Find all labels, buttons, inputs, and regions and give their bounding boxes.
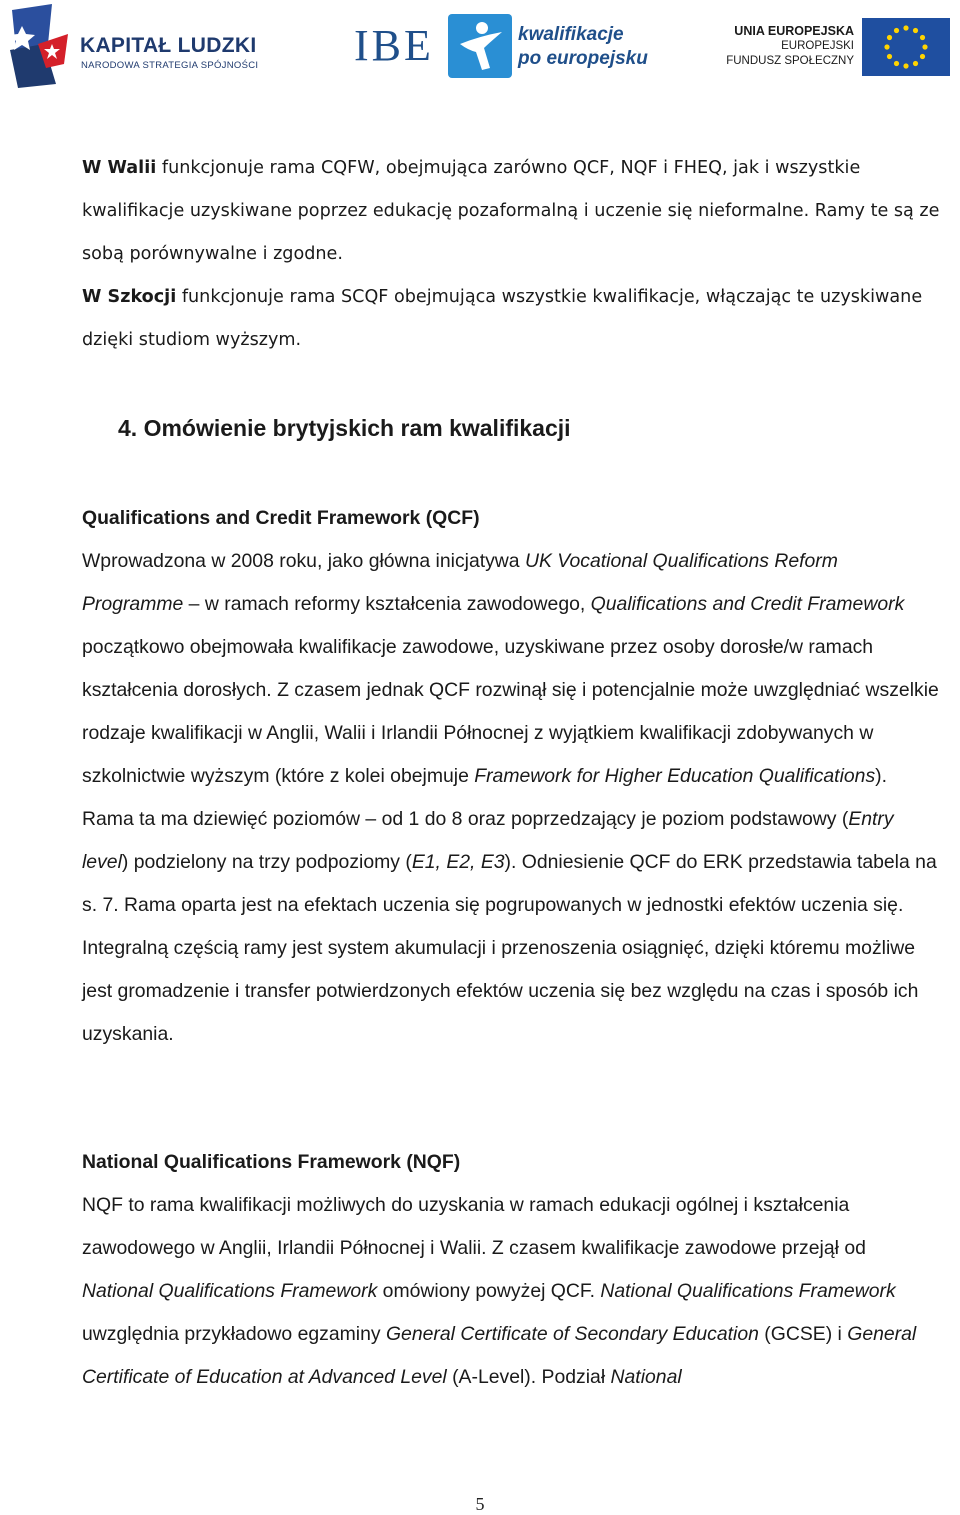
nqf-text-3: uwzględnia przykładowo egzaminy: [82, 1323, 386, 1345]
eu-line2: EUROPEJSKI: [781, 40, 854, 52]
nqf-italic-4: General Certificate of Education at Advanced Level: [82, 1323, 917, 1388]
qcf-text-2: – w ramach reformy kształcenia zawodowego,: [183, 593, 591, 615]
qcf-text-1: Wprowadzona w 2008 roku, jako główna inicjatywa: [82, 550, 525, 572]
nqf-text-2: omówiony powyżej QCF.: [377, 1280, 601, 1302]
qcf-section: [82, 497, 942, 1056]
ibe-letters: IBE: [354, 21, 434, 70]
qcf-italic-2: Qualifications and Credit Framework: [590, 593, 905, 615]
section-heading-4: 4. Omówienie brytyjskich ram kwalifikacji: [118, 415, 571, 441]
nqf-paragraph: [82, 1184, 942, 1399]
ibe-tagline-line2: po europejsku: [518, 48, 648, 69]
ibe-logo: [354, 14, 648, 84]
kapital-ludzki-logo: [8, 4, 278, 88]
qcf-italic-5: E1, E2, E3: [411, 851, 505, 873]
kapital-ludzki-title: KAPITAŁ LUDZKI: [80, 34, 257, 57]
nqf-italic-1: National Qualifications Framework: [82, 1280, 378, 1302]
nqf-italic-3: General Certificate of Secondary Education: [385, 1323, 759, 1345]
eu-social-fund-logo: [728, 18, 954, 78]
paragraph-wales: [82, 147, 942, 276]
nqf-title: National Qualifications Framework (NQF): [82, 1151, 461, 1173]
eu-line3: FUNDUSZ SPOŁECZNY: [726, 55, 854, 67]
wales-text: funkcjonuje rama CQFW, obejmująca zarówno QCF, NQF i FHEQ, jak i wszystkie kwalifikacje uzyskiwane poprzez edukację pozaformalną i uczenie się nieformalne. Ramy te są ze sobą porównywalne i zgodne.: [82, 158, 940, 264]
wales-bold: W Walii: [82, 158, 157, 178]
scotland-bold: W Szkocji: [82, 287, 177, 307]
qcf-title: Qualifications and Credit Framework (QCF): [82, 507, 480, 529]
ibe-figure-icon: [448, 14, 512, 78]
scotland-text: funkcjonuje rama SCQF obejmująca wszystkie kwalifikacje, włączając te uzyskiwane dzięki studiom wyższym.: [82, 287, 923, 350]
qcf-italic-1: UK Vocational Qualifications Reform Programme: [82, 550, 838, 615]
page-number: 5: [475, 1494, 485, 1514]
qcf-text-3: początkowo obejmowała kwalifikacje zawodowe, uzyskiwane przez osoby dorosłe/w ramach kształcenia dorosłych. Z czasem jednak QCF rozwinął się i potencjalnie może uwzględniać wszelkie rodzaje kwalifikacji w Anglii, Walii i Irlandii Północnej z wyjątkiem kwalifikacji zdobywanych w szkolnictwie wyższym (które z kolei obejmuje: [82, 636, 939, 787]
page-header: [0, 0, 960, 96]
ibe-tagline-line1: kwalifikacje: [518, 24, 624, 45]
nqf-italic-2: National Qualifications Framework: [600, 1280, 896, 1302]
qcf-text-4: ). Rama ta ma dziewięć poziomów – od 1 do 8 oraz poprzedzający je poziom podstawowy (: [82, 765, 888, 830]
qcf-paragraph: [82, 540, 942, 1056]
eu-flag-icon: [862, 18, 950, 76]
nqf-section: [82, 1141, 942, 1399]
nqf-text-4: (GCSE) i: [758, 1323, 848, 1345]
qcf-text-5: ) podzielony na trzy podpoziomy (: [121, 851, 412, 873]
nqf-italic-5: National: [610, 1366, 682, 1388]
qcf-text-6: ). Odniesienie QCF do ERK przedstawia tabela na s. 7. Rama oparta jest na efektach uczenia się pogrupowanych w jednostki efektów uczenia się. Integralną częścią ramy jest system akumulacji i przenoszenia osiągnięć, dzięki któremu możliwe jest gromadzenie i transfer potwierdzonych efektów uczenia się bez względu na czas i sposób ich uzyskania.: [82, 851, 937, 1045]
nqf-text-5: (A-Level). Podział: [446, 1366, 611, 1388]
kapital-ludzki-subtitle: NARODOWA STRATEGIA SPÓJNOŚCI: [81, 60, 259, 71]
kapital-ludzki-emblem-icon: [8, 4, 74, 88]
intro-section: [82, 147, 942, 362]
qcf-italic-3: Framework for Higher Education Qualifications: [474, 765, 876, 787]
eu-line1: UNIA EUROPEJSKA: [734, 24, 854, 38]
qcf-italic-4: Entry level: [82, 808, 894, 873]
nqf-text-1: NQF to rama kwalifikacji możliwych do uzyskania w ramach edukacji ogólnej i kształcenia zawodowego w Anglii, Irlandii Północnej i Walii. Z czasem kwalifikacje zawodowe przejął od: [82, 1194, 866, 1259]
paragraph-scotland: [82, 276, 942, 362]
